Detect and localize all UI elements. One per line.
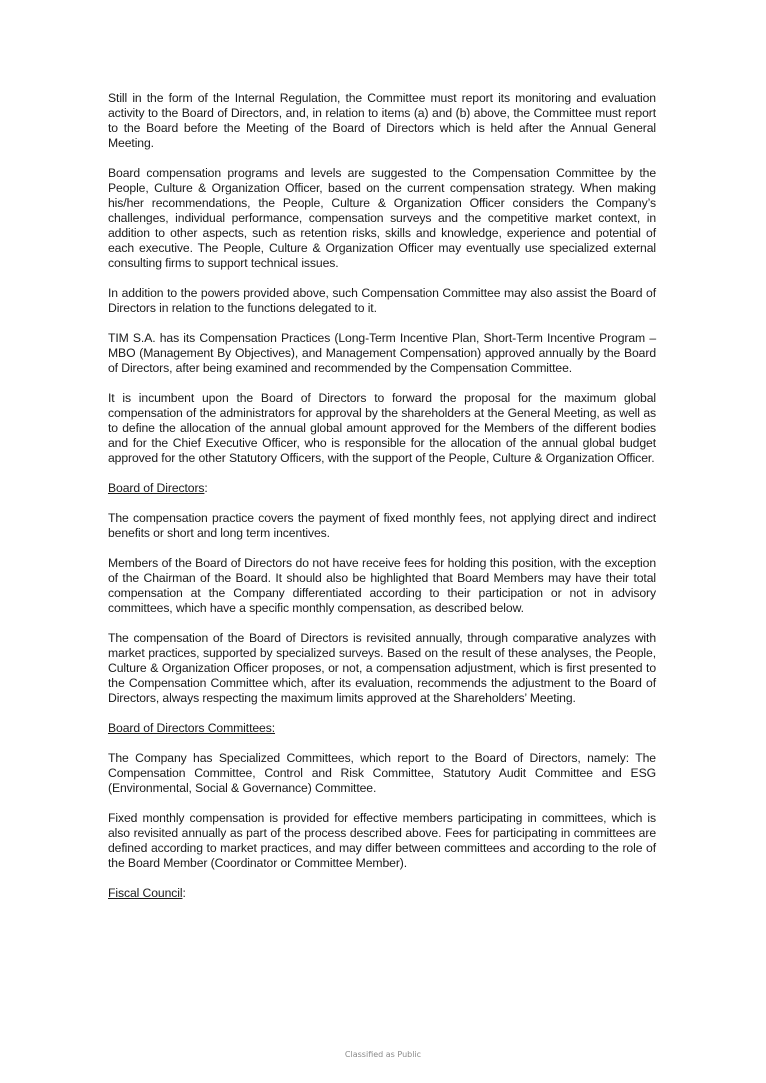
paragraph-board-compensation-programs: Board compensation programs and levels are suggested to the Compensation Committee by the People, Culture & Organization Officer, based on the current compensation strategy. When making his/her recommendations, the People, Culture & Organization Officer considers the Company’s challenges, individual performance, compensation surveys and the competitive market context, in addition to other aspects, such as retention risks, skills and knowledge, experience and potential of each executive. The People, Culture & Organization Officer may eventually use specialized external consulting firms to support technical issues. <box>108 166 656 270</box>
heading-board-of-directors-colon: : <box>204 481 208 495</box>
paragraph-board-revisited: The compensation of the Board of Directors is revisited annually, through comparative analyzes with market practices, supported by specialized surveys. Based on the result of these analyses, the People, Culture & Organization Officer proposes, or not, a compensation adjustment, which is first presented to the Compensation Committee which, after its evaluation, recommends the adjustment to the Board of Directors, always respecting the maximum limits approved at the Shareholders’ Meeting. <box>108 631 656 705</box>
paragraph-internal-regulation: Still in the form of the Internal Regulation, the Committee must report its monitoring and evaluation activity to the Board of Directors, and, in relation to items (a) and (b) above, the Committee must report to the Board before the Meeting of the Board of Directors which is held after the Annual General Meeting. <box>108 91 656 150</box>
heading-fiscal-council <box>108 886 656 901</box>
heading-board-of-directors <box>108 481 656 496</box>
paragraph-board-practice: The compensation practice covers the payment of fixed monthly fees, not applying direct and indirect benefits or short and long term incentives. <box>108 511 656 540</box>
heading-fiscal-council-colon: : <box>182 886 186 900</box>
paragraph-specialized-committees: The Company has Specialized Committees, which report to the Board of Directors, namely: The Compensation Committee, Control and Risk Committee, Statutory Audit Committee and ESG (Environmental, Social & Governance) Committee. <box>108 751 656 795</box>
heading-fiscal-council-text: Fiscal Council <box>108 886 183 900</box>
paragraph-compensation-practices: TIM S.A. has its Compensation Practices (Long-Term Incentive Plan, Short-Term Incentive Program – MBO (Management By Objectives), and Management Compensation) approved annually by the Board of Directors, after being examined and recommended by the Compensation Committee. <box>108 331 656 375</box>
paragraph-global-compensation: It is incumbent upon the Board of Directors to forward the proposal for the maximum global compensation of the administrators for approval by the shareholders at the General Meeting, as well as to define the allocation of the annual global amount approved for the Members of the different bodies and for the Chief Executive Officer, who is responsible for the allocation of the annual global budget approved for the other Statutory Officers, with the support of the People, Culture & Organization Officer. <box>108 391 656 465</box>
heading-board-of-directors-text: Board of Directors <box>108 481 205 495</box>
paragraph-committee-compensation: Fixed monthly compensation is provided for effective members participating in committees, which is also revisited annually as part of the process described above. Fees for participating in committees are defined according to market practices, and may differ between committees and according to the role of the Board Member (Coordinator or Committee Member). <box>108 811 656 870</box>
document-body <box>108 91 656 916</box>
classification-footer: Classified as Public <box>344 1050 422 1059</box>
paragraph-board-fees: Members of the Board of Directors do not have receive fees for holding this position, with the exception of the Chairman of the Board. It should also be highlighted that Board Members may have their total compensation at the Company differentiated according to their participation or not in advisory committees, which have a specific monthly compensation, as described below. <box>108 556 656 615</box>
paragraph-additional-powers: In addition to the powers provided above, such Compensation Committee may also assist the Board of Directors in relation to the functions delegated to it. <box>108 286 656 315</box>
heading-board-committees: Board of Directors Committees: <box>108 721 276 735</box>
